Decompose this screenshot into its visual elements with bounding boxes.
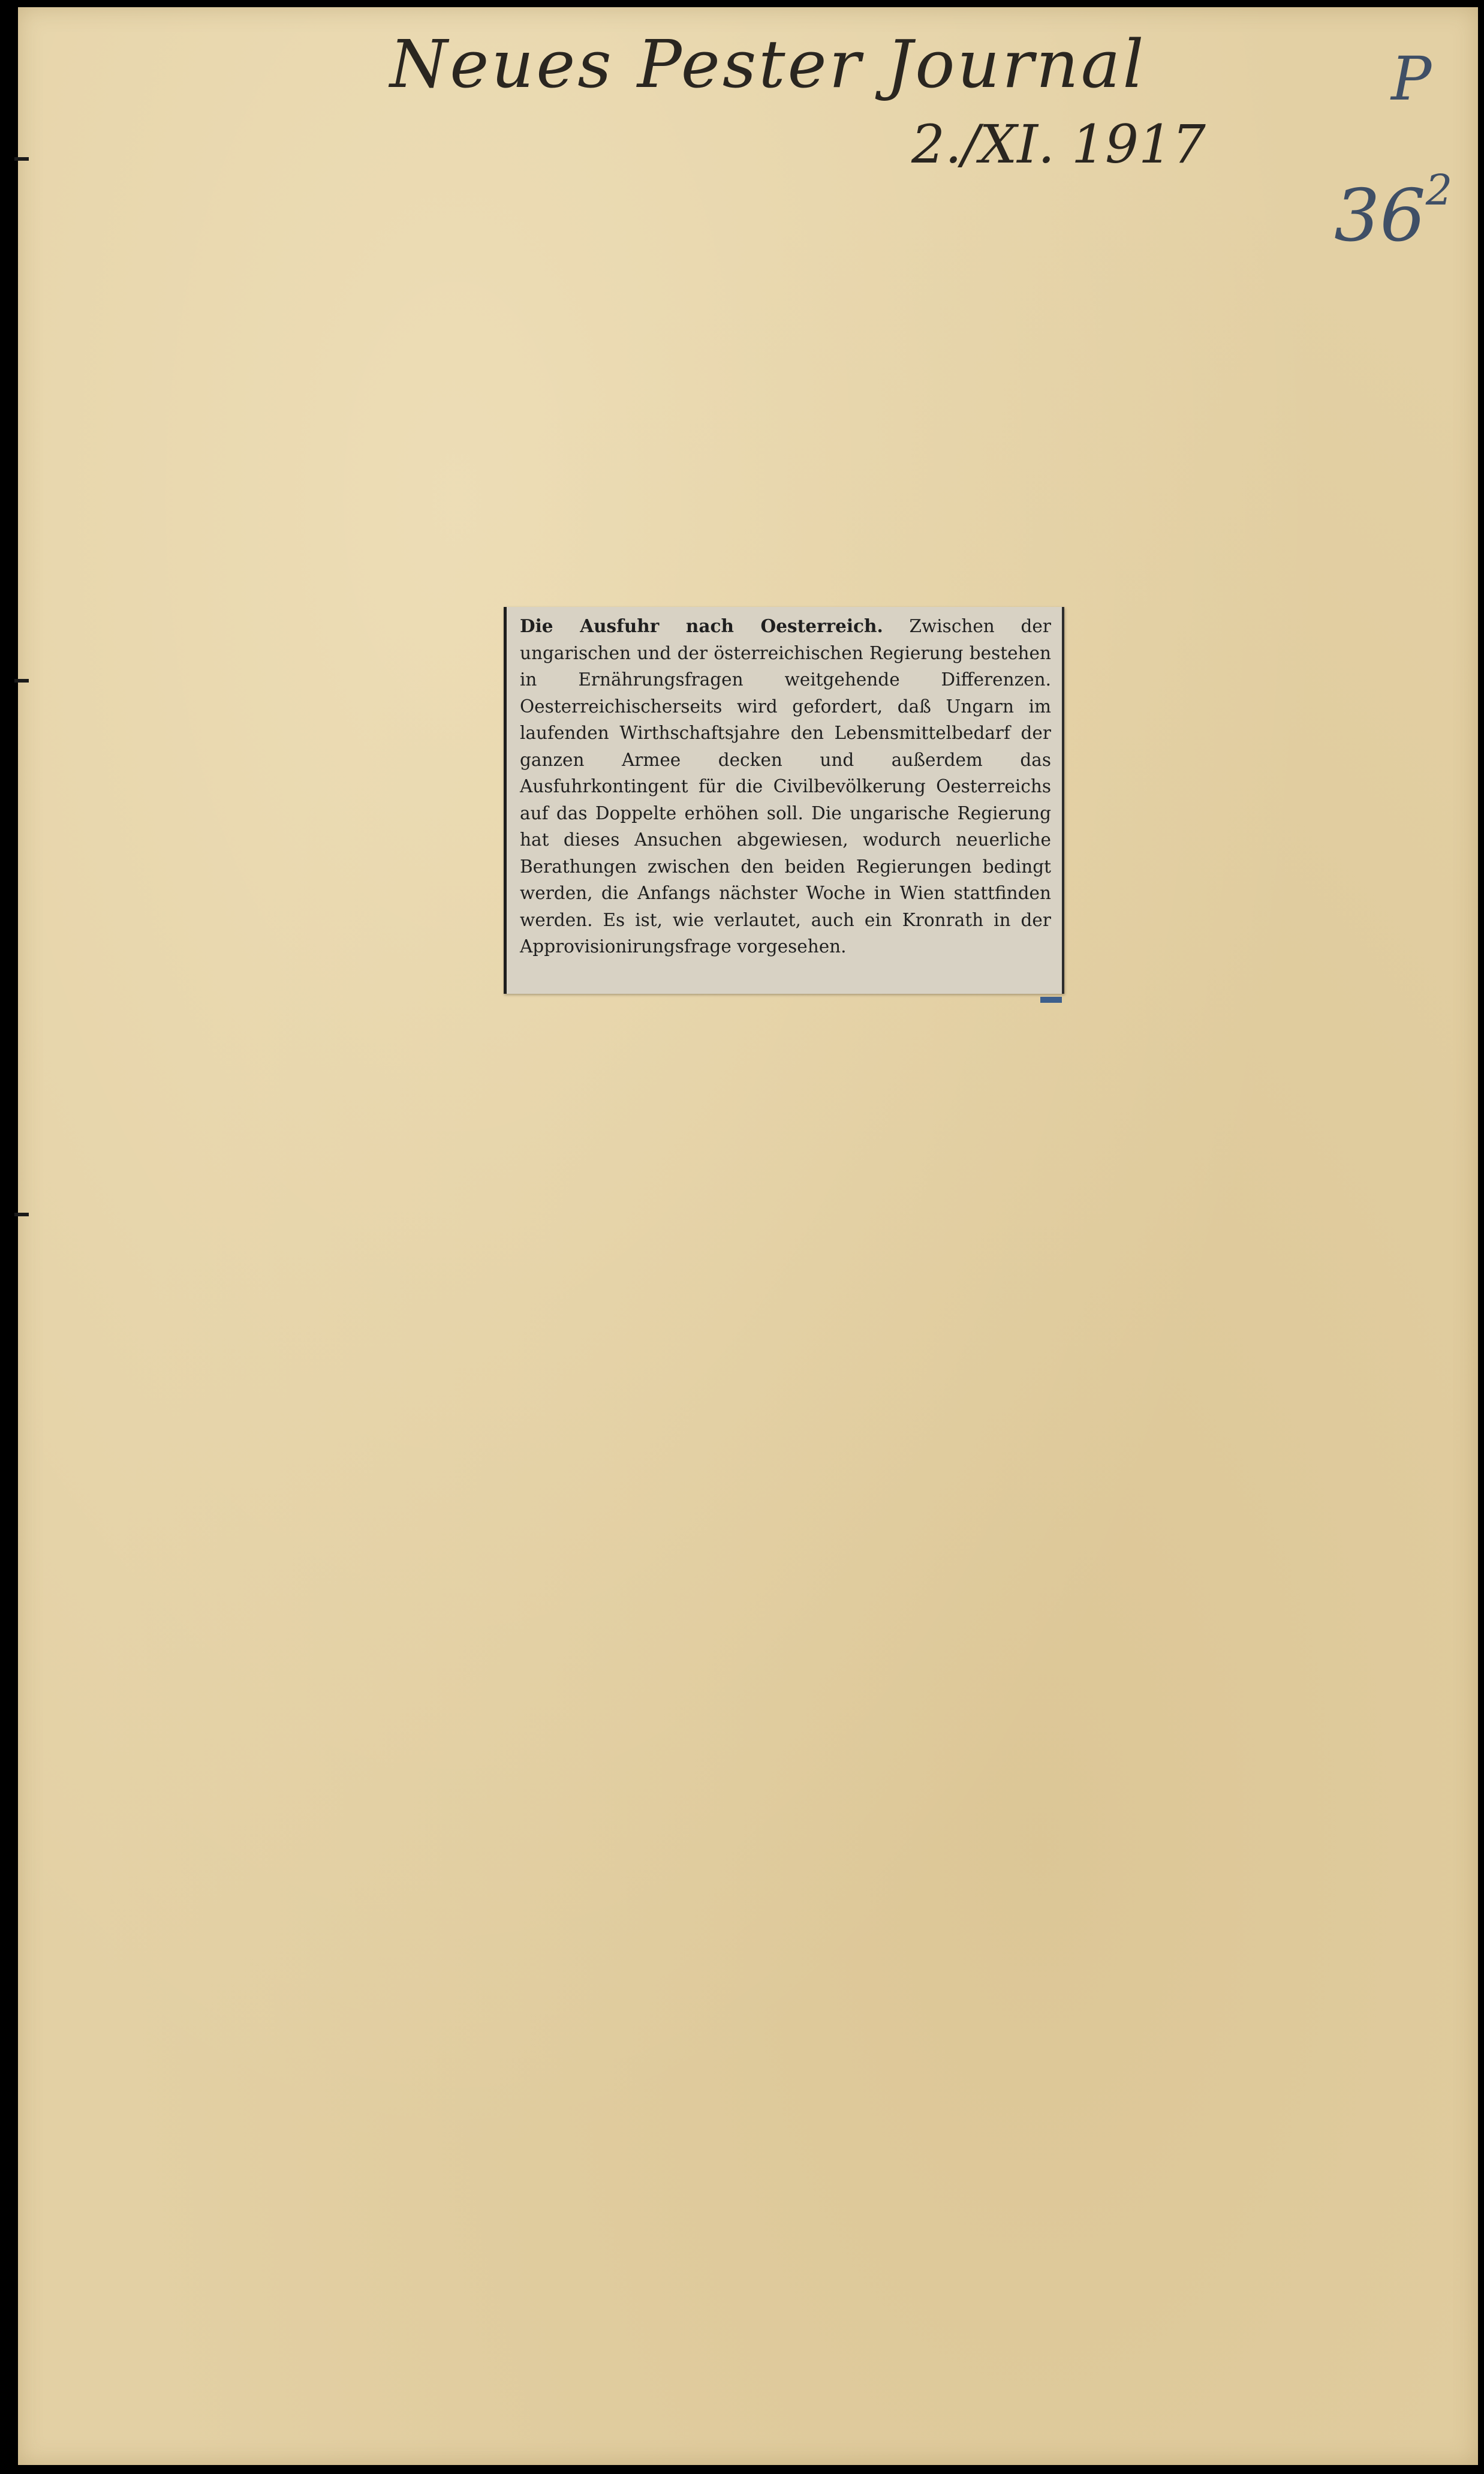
clipping-body: Zwischen der ungarischen und der österreichischen Regierung bestehen in Ernährungsfragen weitgehende Differenzen. Oesterreichischerseits wird gefordert, daß Ungarn im laufenden Wirthschaftsjahre den Lebensmittelbedarf der ganzen Armee decken und außerdem das Ausfuhrkontingent für die Civilbevölkerung Oesterreichs auf das Doppelte erhöhen soll. Die ungarische Regierung hat dieses Ansuchen abgewiesen, wodurch neuerliche Berathungen zwischen den beiden Regierungen bedingt werden, die Anfangs nächster Woche in Wien stattfinden werden. Es ist, wie verlautet, auch ein Kronrath in der Approvisionirungsfrage vorgesehen. — [520, 616, 1051, 957]
archive-sheet — [18, 7, 1478, 2465]
page-number-superscript: 2 — [1425, 166, 1453, 215]
newspaper-clipping — [504, 607, 1064, 994]
edge-nick — [14, 157, 29, 161]
clipping-text — [520, 613, 1051, 960]
handwritten-source: Neues Pester Journal — [390, 26, 1146, 103]
edge-nick — [14, 1213, 29, 1216]
blue-pencil-mark — [1040, 997, 1062, 1003]
page-number — [1334, 166, 1453, 258]
handwritten-date: 2./XI. 1917 — [911, 113, 1206, 175]
clipping-title: Die Ausfuhr nach Oesterreich. — [520, 615, 883, 636]
page-number-value: 36 — [1334, 175, 1426, 258]
edge-nick — [14, 679, 29, 683]
margin-mark: P — [1391, 44, 1432, 114]
